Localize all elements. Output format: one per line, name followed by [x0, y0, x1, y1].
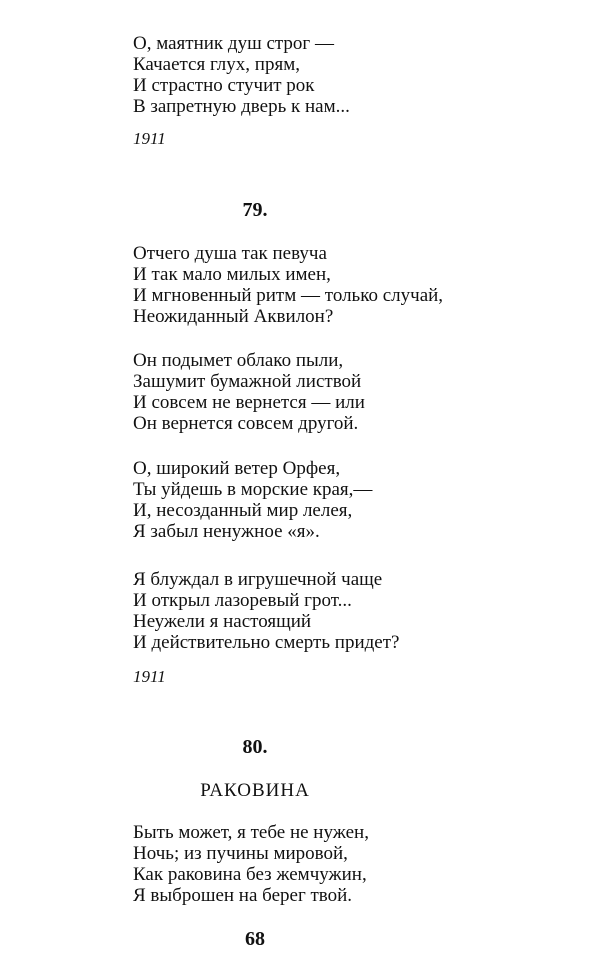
poem-title: РАКОВИНА [200, 780, 310, 801]
poem-line: Он подымет облако пыли, [133, 350, 344, 371]
poem-line: Быть может, я тебе не нужен, [133, 822, 369, 843]
poem-line: И страстно стучит рок [133, 75, 315, 96]
poem-line: И мгновенный ритм — только случай, [133, 285, 444, 306]
poem-line: Я блуждал в игрушечной чаще [133, 569, 383, 590]
poem-line: Зашумит бумажной листвой [133, 371, 362, 392]
poem-line: И совсем не вернется — или [133, 392, 365, 413]
poem-line: Качается глух, прям, [133, 54, 300, 75]
stanza-continuation [133, 33, 573, 117]
poem-number: 80. [242, 736, 268, 758]
poem-line: И открыл лазоревый грот... [133, 590, 352, 611]
stanza-79-4 [133, 569, 573, 653]
poem-line: О, маятник душ строг — [133, 33, 334, 54]
poem-line: Ты уйдешь в морские края,— [133, 479, 373, 500]
poem-date: 1911 [133, 667, 166, 686]
stanza-79-3 [133, 458, 573, 542]
poem-line: В запретную дверь к нам... [133, 96, 350, 117]
poem-line: О, широкий ветер Орфея, [133, 458, 341, 479]
poem-line: Ночь; из пучины мировой, [133, 843, 348, 864]
poem-line: Отчего душа так певуча [133, 243, 327, 264]
poem-line: Я выброшен на берег твой. [133, 885, 353, 906]
poem-line: И так мало милых имен, [133, 264, 331, 285]
poem-line: Как раковина без жемчужин, [133, 864, 367, 885]
poem-line: Неужели я настоящий [133, 611, 312, 632]
poem-line: Я забыл ненужное «я». [133, 521, 320, 542]
poem-line: И, несозданный мир лелея, [133, 500, 353, 521]
poem-date: 1911 [133, 129, 166, 148]
poem-line: Неожиданный Аквилон? [133, 306, 334, 327]
poem-number: 79. [242, 199, 268, 221]
stanza-79-1 [133, 243, 573, 327]
stanza-79-2 [133, 350, 573, 434]
poem-line: Он вернется совсем другой. [133, 413, 359, 434]
poem-line: И действительно смерть придет? [133, 632, 400, 653]
stanza-80-1 [133, 822, 573, 906]
page-number: 68 [245, 928, 265, 950]
